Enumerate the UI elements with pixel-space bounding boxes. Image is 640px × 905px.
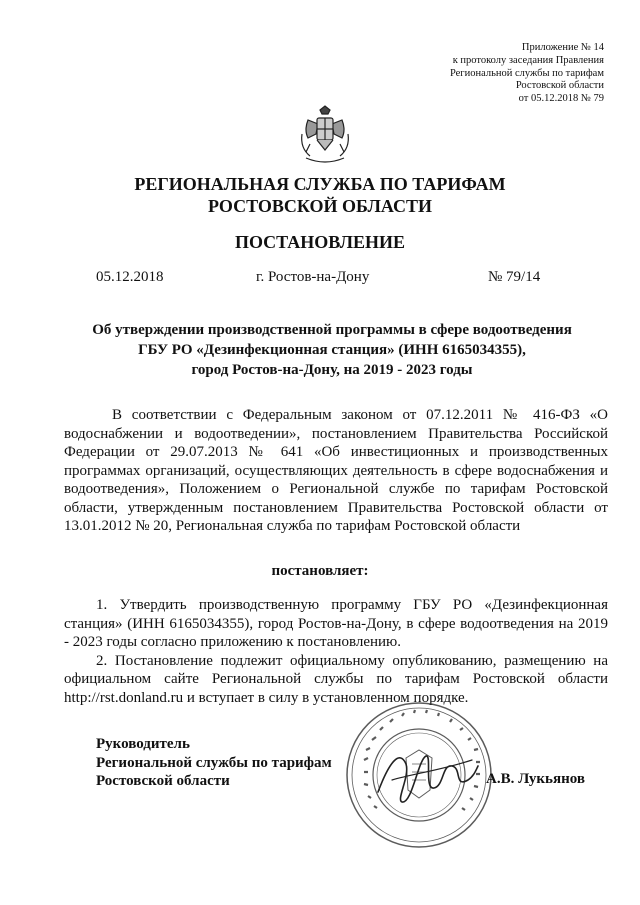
organization-line-1: РЕГИОНАЛЬНАЯ СЛУЖБА ПО ТАРИФАМ bbox=[134, 174, 506, 194]
decree-item-2: 2. Постановление подлежит официальному опубликованию, размещению на официальном сайте Региональной службы по тарифам Ростовской области http://rst.donland.ru и вступает в силу в установленном порядке. bbox=[64, 652, 608, 706]
appendix-line-1: Приложение № 14 bbox=[521, 42, 604, 53]
appendix-line-4: Ростовской области bbox=[515, 80, 604, 92]
appendix-line-2: к протоколу заседания Правления bbox=[452, 54, 604, 66]
decree-word: постановляет: bbox=[271, 563, 369, 579]
signer-line-1: Руководитель bbox=[96, 736, 190, 752]
decree-items bbox=[64, 596, 608, 707]
appendix-line-3: Региональной службы по тарифам bbox=[449, 67, 604, 79]
coat-of-arms-icon bbox=[296, 104, 354, 168]
document-city: г. Ростов-на-Дону bbox=[256, 269, 370, 285]
decree-item-1: 1. Утвердить производственную программу ГБУ РО «Дезинфекционная станция» (ИНН 6165034355), город Ростов-на-Дону, в сфере водоотведения на 2019 - 2023 годы согласно приложению к постановлению. bbox=[64, 597, 608, 650]
subject-line-2: ГБУ РО «Дезинфекционная станция» (ИНН 6165034355), bbox=[138, 342, 526, 358]
document-date: 05.12.2018 bbox=[96, 269, 164, 285]
subject-line-1: Об утверждении производственной программы в сфере водоотведения bbox=[92, 322, 572, 338]
signer-line-2: Региональной службы по тарифам bbox=[96, 754, 332, 771]
signer-line-3: Ростовской области bbox=[96, 773, 230, 789]
document-number: № 79/14 bbox=[488, 269, 541, 285]
appendix-line-5: от 05.12.2018 № 79 bbox=[518, 93, 604, 105]
subject-line-3: город Ростов-на-Дону, на 2019 - 2023 годы bbox=[191, 362, 473, 378]
preamble-paragraph: В соответствии с Федеральным законом от 07.12.2011 № 416-ФЗ «О водоснабжении и водоотведении», постановлением Правительства Российской Федерации от 29.07.2013 № 641 «Об инвестиционных и производственных программах организаций, осуществляющих деятельность в сфере водоснабжения и водоотведения», Положением о Региональной службе по тарифам Ростовской области, утвержденным постановлением Правительства Ростовской области от 13.01.2012 № 20, Региональная служба по тарифам Ростовской области bbox=[64, 407, 608, 534]
document-type: ПОСТАНОВЛЕНИЕ bbox=[234, 232, 406, 252]
signer-name: А.В. Лукьянов bbox=[486, 771, 585, 787]
document-subject bbox=[80, 320, 584, 380]
handwritten-signature-icon bbox=[372, 730, 482, 820]
signer-title bbox=[96, 735, 332, 791]
appendix-header bbox=[450, 42, 604, 106]
organization-title bbox=[0, 173, 640, 217]
organization-line-2: РОСТОВСКОЙ ОБЛАСТИ bbox=[208, 196, 432, 216]
